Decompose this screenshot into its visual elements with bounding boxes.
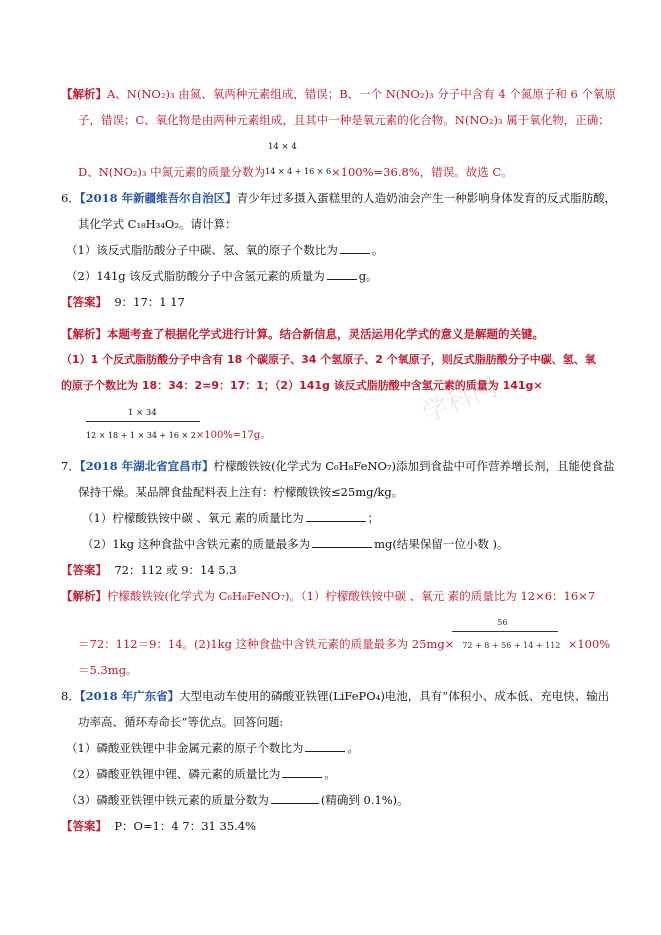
- question-text: 柠檬酸铁铵(化学式为 C₆H₈FeNO₇)添加到食盐中可作营养增长剂，且能使食盐: [213, 459, 615, 473]
- analysis-text: A、N(NO₂)₃ 由氮、氧两种元素组成，错误；B、一个 N(NO₂)₃ 分子中含有 4 个氮原子和 6 个氧原: [107, 87, 616, 101]
- answer-line: [61, 562, 237, 578]
- sub-question-text: (精确到 0.1%)。: [320, 793, 409, 807]
- sub-question: [66, 268, 378, 284]
- fraction-denominator: 14 × 4 + 16 × 6: [265, 167, 332, 176]
- fraction-result: ×100%=17g。: [195, 430, 271, 441]
- question-text: 保持干燥。某品牌食盐配料表上注有：柠檬酸铁铵≤25mg/kg。: [78, 485, 404, 499]
- answer-text: P：O=1：4 7：31 35.4%: [114, 819, 257, 833]
- question-number: 6．: [61, 191, 80, 205]
- fraction-numerator: 1 × 34: [128, 408, 157, 418]
- fraction-line: [86, 426, 270, 444]
- question-text: 大型电动车使用的磷酸亚铁锂(LiFePO₄)电池，具有“体积小、成本低、充电快、输出: [179, 689, 610, 703]
- sub-question-text: 。: [347, 741, 359, 755]
- sub-question: [82, 510, 379, 526]
- sub-question: [66, 766, 336, 782]
- watermark: 学科网: [418, 372, 502, 430]
- question-7: [61, 458, 615, 474]
- analysis-line: [61, 588, 595, 604]
- answer-blank: [306, 510, 366, 522]
- analysis-line: [61, 326, 544, 342]
- analysis-text: ×100%=36.8%，错误。故选 C。: [331, 165, 513, 179]
- analysis-text: D、N(NO₂)₃ 中氮元素的质量分数为: [78, 165, 266, 179]
- question-number: 8．: [61, 689, 80, 703]
- answer-blank: [271, 792, 319, 804]
- question-source: 【2018 年新疆维吾尔自治区】: [79, 191, 237, 205]
- analysis-text: （1）1 个反式脂肪酸分子中含有 18 个碳原子、34 个氢原子、2 个氧原子，则反式脂肪酸分子中碳、氢、氧: [61, 353, 596, 366]
- sub-question-text: （2）磷酸亚铁锂中锂、磷元素的质量比为: [66, 767, 281, 781]
- sub-question-text: （2）1kg 这种食盐中含铁元素的质量最多为: [82, 537, 311, 551]
- fraction-denominator: 12 × 18 + 1 × 34 + 16 × 2: [86, 431, 196, 440]
- analysis-text: 子，错误；C、氧化物是由两种元素组成，且其中一种是氧元素的化合物。N(NO₂)₃ 属于氧化物，正确；: [78, 113, 610, 127]
- analysis-line: [61, 86, 616, 102]
- sub-question-text: （2）141g 该反式脂肪酸分子中含氢元素的质量为: [66, 269, 325, 283]
- sub-question: [66, 242, 383, 258]
- question-number: 7．: [61, 459, 80, 473]
- question-6: [61, 190, 616, 206]
- question-text: 其化学式 C₁₈H₃₄O₂。请计算：: [78, 217, 237, 231]
- question-text: 功率高、循环寿命长”等优点。回答问题:: [78, 715, 284, 729]
- answer-blank: [327, 268, 357, 280]
- analysis-tag: 【解析】: [61, 589, 107, 603]
- analysis-line: [78, 112, 610, 128]
- analysis-text: ＝72：112＝9：14。(2)1kg 这种食盐中含铁元素的质量最多为 25mg×: [78, 637, 455, 651]
- sub-question-text: （1）该反式脂肪酸分子中碳、氢、氧的原子个数比为: [66, 243, 338, 257]
- answer-tag: 【答案】: [61, 819, 107, 833]
- answer-text: 9：17：1 17: [114, 295, 185, 309]
- fraction-bar: [452, 631, 558, 632]
- fraction-numerator: 56: [497, 618, 508, 628]
- question-source: 【2018 年湖北省宜昌市】: [79, 459, 214, 473]
- answer-tag: 【答案】: [61, 295, 107, 309]
- question-source: 【2018 年广东省】: [79, 689, 180, 703]
- answer-blank: [340, 242, 370, 254]
- analysis-text: ×100%: [567, 637, 611, 651]
- answer-blank: [312, 536, 372, 548]
- sub-question: [82, 536, 509, 552]
- sub-question-text: mg(结果保留一位小数 )。: [374, 537, 509, 551]
- analysis-text: 柠檬酸铁铵(化学式为 C₆H₈FeNO₇)。（1）柠檬酸铁铵中碳 、氧元 素的质量比为 12×6：16×7: [107, 589, 596, 603]
- sub-question-text: g。: [358, 269, 378, 283]
- answer-blank: [305, 740, 345, 752]
- analysis-tag: 【解析】: [61, 327, 107, 341]
- answer-tag: 【答案】: [61, 563, 107, 577]
- analysis-text: 的原子个数比为 18：34：2=9：17：1；（2）141g 该反式脂肪酸中含氢元素的质量为 141g×: [61, 379, 543, 392]
- question-text: 青少年过多摄入蛋糕里的人造奶油会产生一种影响身体发育的反式脂肪酸，: [236, 191, 617, 205]
- analysis-tag: 【解析】: [61, 87, 107, 101]
- fraction-bar: [86, 421, 200, 422]
- sub-question-text: （3）磷酸亚铁锂中铁元素的质量分数为: [66, 793, 269, 807]
- sub-question-text: 。: [324, 767, 336, 781]
- answer-line: [61, 818, 256, 834]
- answer-blank: [282, 766, 322, 778]
- answer-text: 72：112 或 9：14 5.3: [114, 563, 237, 577]
- analysis-line: [78, 636, 610, 654]
- analysis-line: ＝5.3mg。: [78, 663, 138, 677]
- sub-question-text: ；: [367, 511, 380, 525]
- analysis-line: [61, 378, 543, 394]
- sub-question-text: 。: [371, 243, 384, 257]
- sub-question: [66, 792, 409, 808]
- sub-question: [66, 740, 359, 756]
- sub-question-text: （1）磷酸亚铁锂中非金属元素的原子个数比为: [66, 741, 304, 755]
- question-8: [61, 688, 609, 704]
- analysis-line: [78, 164, 513, 180]
- analysis-line: [61, 352, 596, 368]
- fraction-numerator: 14 × 4: [268, 142, 297, 152]
- fraction-denominator: 72 + 8 + 56 + 14 + 112: [462, 641, 561, 650]
- analysis-text: 本题考查了根据化学式进行计算。结合新信息，灵活运用化学式的意义是解题的关键。: [107, 327, 544, 341]
- sub-question-text: （1）柠檬酸铁铵中碳 、氧元 素的质量比为: [82, 511, 304, 525]
- answer-line: [61, 294, 185, 310]
